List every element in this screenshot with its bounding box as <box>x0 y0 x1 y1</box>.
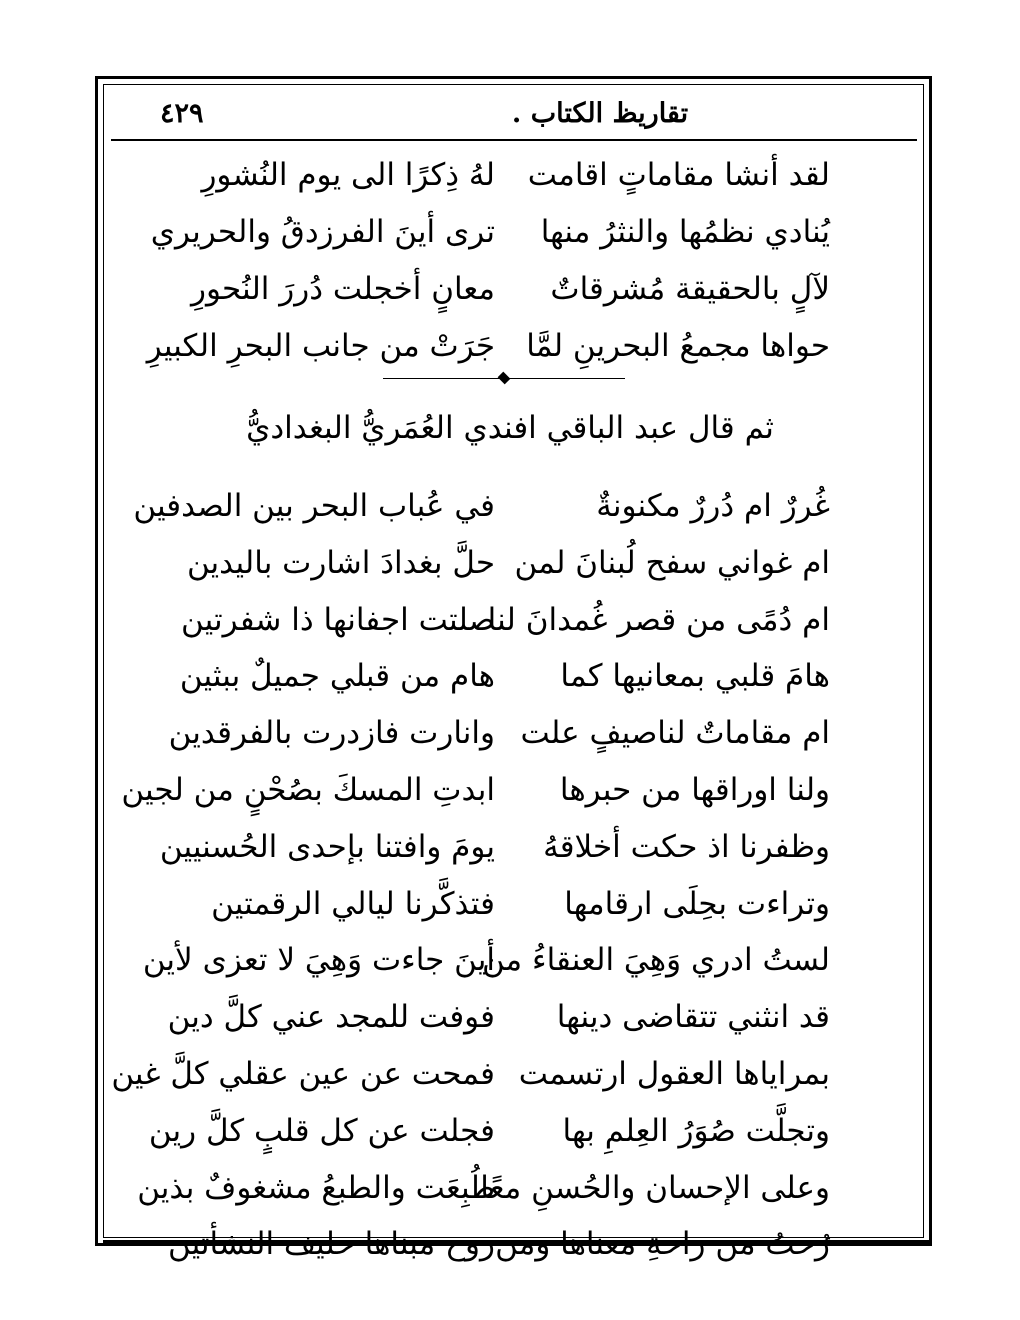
verse-row <box>150 147 830 204</box>
header-rule <box>111 139 917 141</box>
verse-second-hemistich: فتذكَّرنا ليالي الرقمتين <box>211 885 495 922</box>
verse-row <box>150 535 830 592</box>
verse-first-hemistich: وتراءت بحِلَى ارقامها <box>564 885 830 922</box>
verse-second-hemistich: لهُ ذِكرًا الى يوم النُشورِ <box>201 157 495 193</box>
verse-first-hemistich: بمراياها العقول ارتسمت <box>518 1055 830 1092</box>
verse-first-hemistich: رُحتُ من راحةِ معناها ومن <box>495 1226 830 1263</box>
verse-first-hemistich: غُررٌ ام دُررٌ مكنونةٌ <box>596 488 830 524</box>
verse-first-hemistich: هامَ قلبي بمعانيها كما <box>560 658 830 695</box>
verse-second-hemistich: فجلت عن كل قلبٍ كلَّ رين <box>148 1112 495 1149</box>
verse-first-hemistich: ام مقاماتٌ لناصيفٍ علت <box>520 715 830 752</box>
page-header <box>150 96 876 136</box>
verse-row <box>150 705 830 762</box>
verse-first-hemistich: لآلٍ بالحقيقة مُشرقاتٌ <box>550 271 830 307</box>
verse-first-hemistich: وعلى الإحسان والحُسنِ معًا <box>480 1169 830 1206</box>
main-poem <box>111 478 830 1273</box>
verse-second-hemistich: ابدتِ المسكَ بصُحْنٍ من لجين <box>121 771 495 808</box>
verse-row <box>150 989 830 1046</box>
verse-row <box>133 478 830 535</box>
verse-first-hemistich: قد انثني تتقاضى دينها <box>556 999 830 1036</box>
verse-second-hemistich: ترى أينَ الفرزدقُ والحريري <box>150 214 495 250</box>
verse-second-hemistich: جَرَتْ من جانب البحرِ الكبيرِ <box>146 328 495 364</box>
top-poem <box>146 147 830 375</box>
verse-row <box>150 204 830 261</box>
verse-second-hemistich: معانٍ أخجلت دُررَ النُحورِ <box>191 271 495 307</box>
verse-first-hemistich: لقد أنشا مقاماتٍ اقامت <box>527 157 830 193</box>
verse-row <box>142 932 830 989</box>
verse-row <box>150 1216 830 1273</box>
verse-first-hemistich: وتجلَّت صُوَرُ العِلمِ بها <box>562 1112 830 1149</box>
verse-second-hemistich: صلتت اجفانها ذا شفرتين <box>181 601 495 638</box>
verse-row <box>111 1046 830 1103</box>
verse-second-hemistich: يومَ وافتنا بإحدى الحُسنيين <box>159 828 495 865</box>
verse-second-hemistich: طُبِعَت والطبعُ مشغوفٌ بذين <box>137 1169 495 1206</box>
verse-row <box>150 261 830 318</box>
verse-second-hemistich: وانارت فازدرت بالفرقدين <box>168 715 495 752</box>
verse-first-hemistich: حواها مجمعُ البحرينِ لمَّا <box>526 328 830 364</box>
verse-first-hemistich: ام غواني سفح لُبنانَ لمن <box>514 544 830 581</box>
verse-second-hemistich: روح مبناها حليف النشأتين <box>167 1226 495 1263</box>
verse-second-hemistich: في عُباب البحر بين الصدفين <box>133 488 495 524</box>
verse-second-hemistich: حلَّ بغدادَ اشارت باليدين <box>186 544 495 581</box>
verse-first-hemistich: ام دُمًى من قصر غُمدانَ لنا <box>487 601 830 638</box>
verse-row <box>146 318 830 375</box>
verse-first-hemistich: ولنا اوراقها من حبرها <box>559 771 830 808</box>
verse-second-hemistich: فوفت للمجد عني كلَّ دين <box>167 999 495 1036</box>
verse-row <box>150 592 830 649</box>
verse-row <box>150 819 830 876</box>
verse-second-hemistich: أينَ جاءت وَهِيَ لا تعزى لأين <box>142 942 495 979</box>
verse-second-hemistich: هام من قبلي جميلٌ ببثين <box>179 658 495 695</box>
verse-first-hemistich: لستُ ادري وَهِيَ العنقاءُ من <box>481 942 830 979</box>
running-title: تقاريظ الكتاب . <box>511 98 689 129</box>
verse-row <box>150 648 830 705</box>
verse-first-hemistich: وظفرنا اذ حكت أخلاقهُ <box>543 828 830 865</box>
verse-row <box>150 1103 830 1160</box>
bottom-rule <box>103 1240 932 1243</box>
verse-row <box>137 1160 830 1217</box>
verse-first-hemistich: يُنادي نظمُها والنثرُ منها <box>540 214 830 250</box>
verse-second-hemistich: فمحت عن عين عقلي كلَّ غين <box>111 1055 495 1092</box>
verse-row <box>150 876 830 933</box>
poem-heading: ثم قال عبد الباقي افندي العُمَريُّ البغداديُّ <box>246 410 774 446</box>
page-number: ٤٢٩ <box>160 98 204 129</box>
verse-row <box>121 762 830 819</box>
